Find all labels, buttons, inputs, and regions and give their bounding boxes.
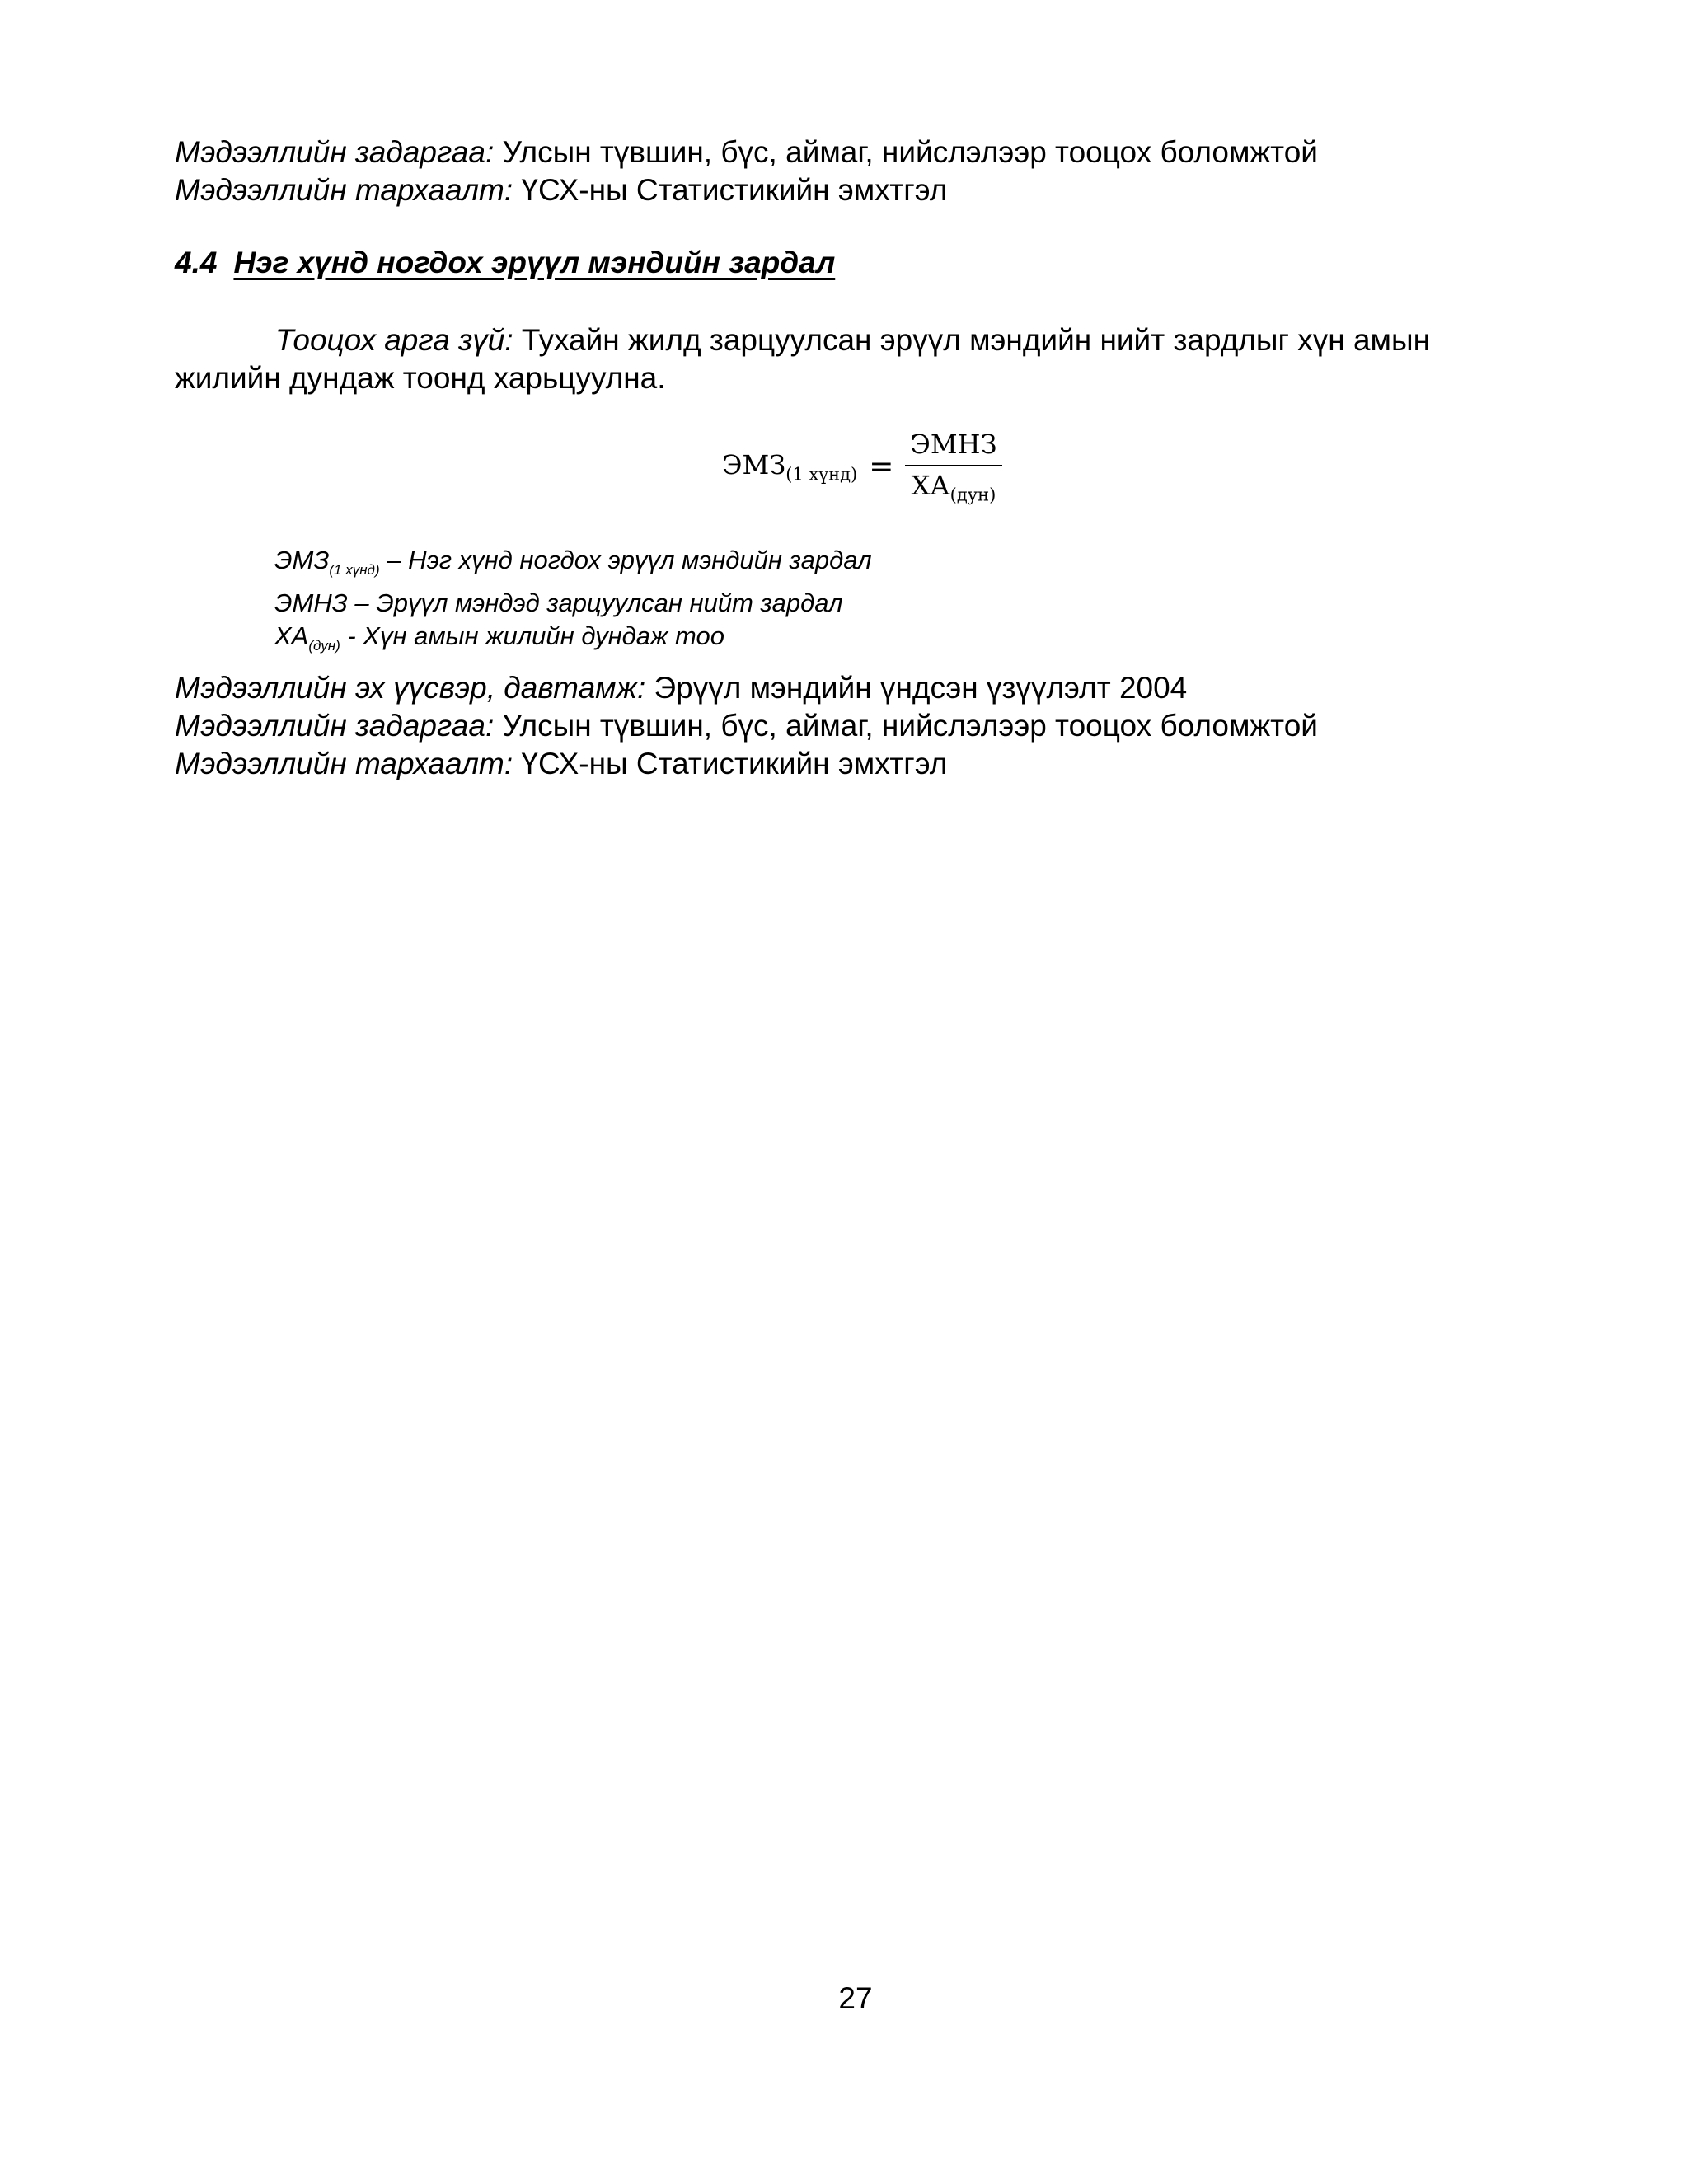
breakdown-label: Мэдээллийн задаргаа:	[175, 709, 495, 743]
method-paragraph	[175, 321, 1535, 397]
definition-item: ЭМНЗ – Эрүүл мэндэд зарцуулсан нийт зардал	[274, 588, 843, 618]
section-heading	[175, 246, 835, 280]
formula-lhs-symbol: ЭМЗ	[722, 449, 786, 480]
breakdown-line-bottom	[175, 707, 1318, 745]
definitions-list	[274, 544, 872, 663]
distribution-label: Мэдээллийн тархаалт:	[175, 173, 513, 207]
formula-numerator: ЭМНЗ	[905, 429, 1001, 466]
definition-item: $ЭМЗ_{(1 хүнд)}$ – Нэг хүнд ногдох эрүүл мэндийн зардал	[274, 546, 872, 579]
breakdown-line-top	[175, 134, 1318, 171]
breakdown-value: Улсын түвшин, бүс, аймаг, нийслэлээр тооцох боломжтой	[494, 709, 1318, 743]
definition-item: $ХА_{(дун)}$ - Хүн амын жилийн дундаж тоо	[274, 621, 724, 654]
formula-denominator-sub: (дун)	[950, 485, 996, 505]
breakdown-value: Улсын түвшин, бүс, аймаг, нийслэлээр тооцох боломжтой	[494, 135, 1318, 169]
page-number: 27	[838, 1981, 873, 2015]
formula-denominator-symbol: ХА	[911, 470, 950, 501]
formula-fraction	[905, 429, 1001, 504]
formula-equals: =	[869, 449, 894, 484]
method-label: Тооцох арга зүй:	[275, 323, 513, 357]
breakdown-label: Мэдээллийн задаргаа:	[175, 135, 495, 169]
distribution-line-top	[175, 171, 947, 209]
section-number: 4.4	[175, 246, 218, 279]
method-text: Тухайн жилд зарцуулсан эрүүл мэндийн нийт зардлыг хүн амын жилийн дундаж тоонд харьцуулна.	[175, 323, 1431, 395]
source-line	[175, 669, 1187, 707]
section-title: Нэг хүнд ногдох эрүүл мэндийн зардал	[233, 246, 836, 279]
formula-lhs	[722, 449, 857, 484]
formula-denominator	[907, 466, 1001, 504]
distribution-value: ҮСХ-ны Статистикийн эмхтгэл	[513, 173, 948, 207]
distribution-value: ҮСХ-ны Статистикийн эмхтгэл	[513, 747, 948, 780]
source-label: Мэдээллийн эх үүсвэр, давтамж:	[175, 671, 646, 705]
source-value: Эрүүл мэндийн үндсэн үзүүлэлт 2004	[645, 671, 1188, 705]
distribution-label: Мэдээллийн тархаалт:	[175, 747, 513, 780]
formula	[722, 429, 1002, 504]
formula-lhs-sub: (1 хүнд)	[785, 464, 858, 485]
distribution-line-bottom	[175, 745, 947, 783]
